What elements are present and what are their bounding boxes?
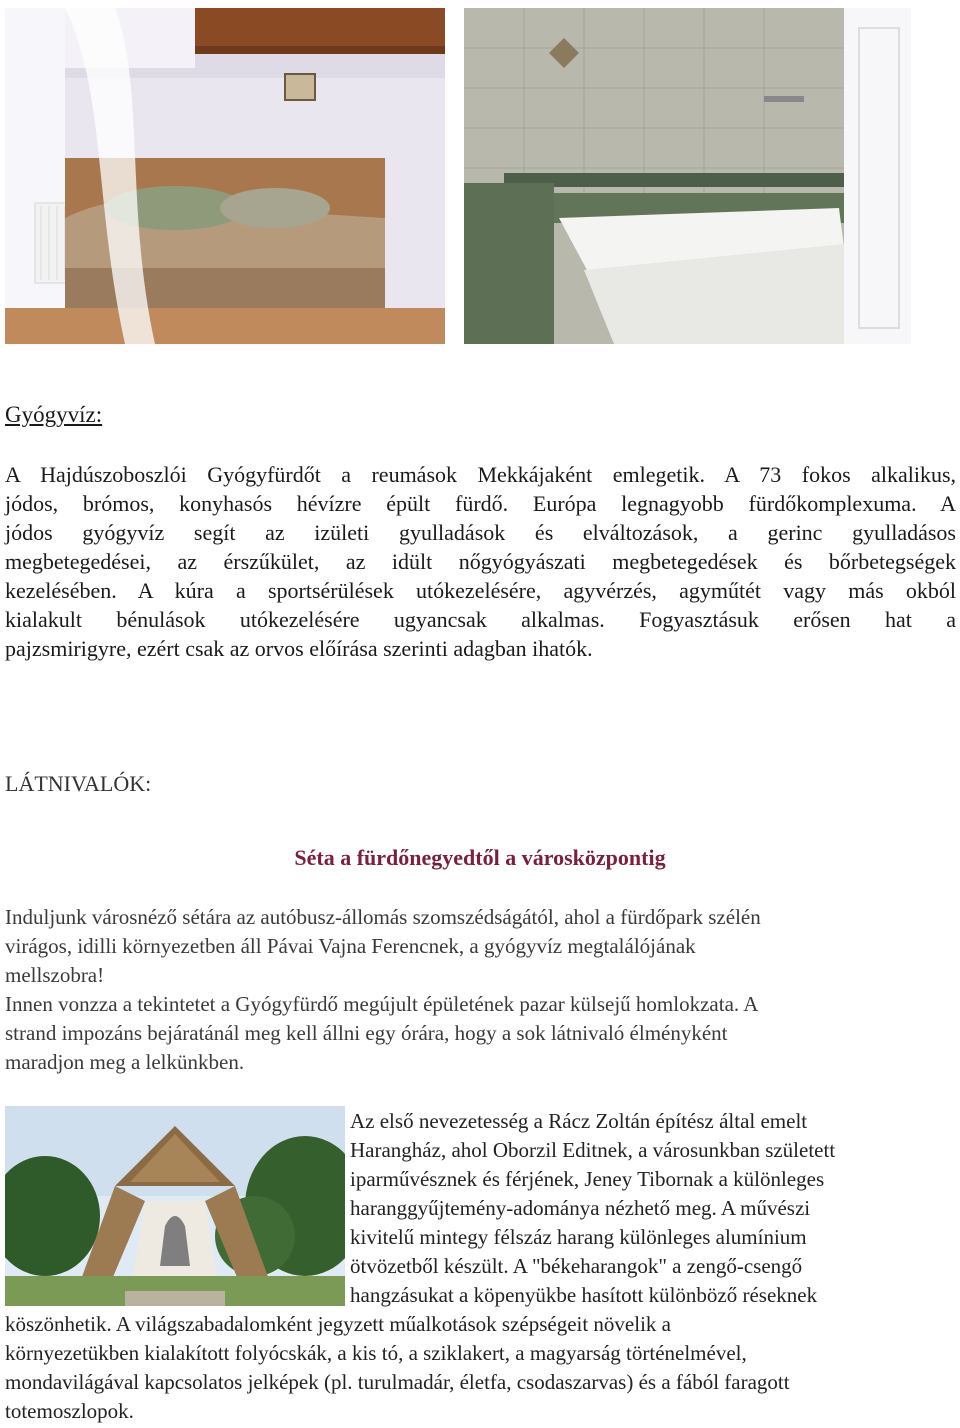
gyogyviz-paragraph <box>5 460 956 663</box>
walk-subtitle: Séta a fürdőnegyedtől a városközpontig <box>294 845 666 870</box>
bell-line: Az első nevezetesség a Rácz Zoltán építész által emelt <box>350 1109 808 1133</box>
bedroom-photo <box>5 8 445 344</box>
walk-line: Innen vonzza a tekintetet a Gyógyfürdő megújult épületének pazar külsejű homlokzata. A <box>5 992 759 1016</box>
walk-line: strand impozáns bejáratánál meg kell állni egy órára, hogy a sok látnivaló élményként <box>5 1021 728 1045</box>
walk-paragraph <box>5 903 935 1077</box>
bell-line: Harangház, ahol Oborzil Editnek, a városunkban született <box>350 1138 836 1162</box>
gyogyviz-line: A Hajdúszoboszlói Gyógyfürdőt a reumások Mekkájaként emlegetik. A 73 fokos alkalikus, <box>5 462 956 487</box>
continuation-line: totemoszlopok. <box>5 1399 134 1423</box>
gyogyviz-heading: Gyógyvíz: <box>5 402 103 427</box>
walk-line: mellszobra! <box>5 963 105 987</box>
walk-line: maradjon meg a lelkünkben. <box>5 1050 245 1074</box>
bell-line: hangzásukat a köpenyükbe hasított különböző réseknek <box>350 1283 818 1307</box>
gyogyviz-line: kezelésében. A kúra a sportsérülések utókezelésére, agyvérzés, agyműtét vagy más okból <box>5 578 956 603</box>
walk-line: virágos, idilli környezetben áll Pávai Vajna Ferencnek, a gyógyvíz megtalálójának <box>5 934 696 958</box>
continuation-line: környezetükben kialakított folyócskák, a kis tó, a sziklakert, a magyarság történelmével, <box>5 1341 747 1365</box>
bell-house-paragraph <box>350 1107 950 1310</box>
gyogyviz-line: megbetegedései, az érszűkület, az idült nőgyógyászati megbetegedések és bőrbetegségek <box>5 549 956 574</box>
continuation-line: mondavilágával kapcsolatos jelképek (pl. turulmadár, életfa, csodaszarvas) és a fából faragott <box>5 1370 790 1394</box>
walk-line: Induljunk városnéző sétára az autóbusz-állomás szomszédságától, ahol a fürdőpark szélén <box>5 905 761 929</box>
bell-line: ötvözetből készült. A "békeharangok" a zengő-csengő <box>350 1254 803 1278</box>
continuation-line: köszönhetik. A világszabadalomként jegyzett műalkotások szépségeit növelik a <box>5 1312 671 1336</box>
bathroom-photo <box>464 8 911 344</box>
gyogyviz-line: jódos gyógyvíz segít az izületi gyulladások és elváltozások, a gerinc gyulladásos <box>5 520 956 545</box>
bell-line: haranggyűjtemény-adománya nézhető meg. A művészi <box>350 1196 811 1220</box>
gyogyviz-line: pajzsmirigyre, ezért csak az orvos előírása szerinti adagban ihatók. <box>5 636 593 661</box>
gyogyviz-line: jódos, brómos, konyhasós hévízre épült fürdő. Európa legnagyobb fürdőkomplexuma. A <box>5 491 956 516</box>
gyogyviz-line: kialakult bénulások utókezelésére ugyancsak alkalmas. Fogyasztásuk erősen hat a <box>5 607 956 632</box>
bell-line: iparművésznek és férjének, Jeney Tibornak a különleges <box>350 1167 825 1191</box>
bell-line: kivitelű mintegy félszáz harang különleges alumínium <box>350 1225 807 1249</box>
bell-house-photo <box>5 1106 345 1306</box>
bell-house-continuation <box>5 1310 955 1426</box>
latnivalok-heading: LÁTNIVALÓK: <box>5 771 152 796</box>
